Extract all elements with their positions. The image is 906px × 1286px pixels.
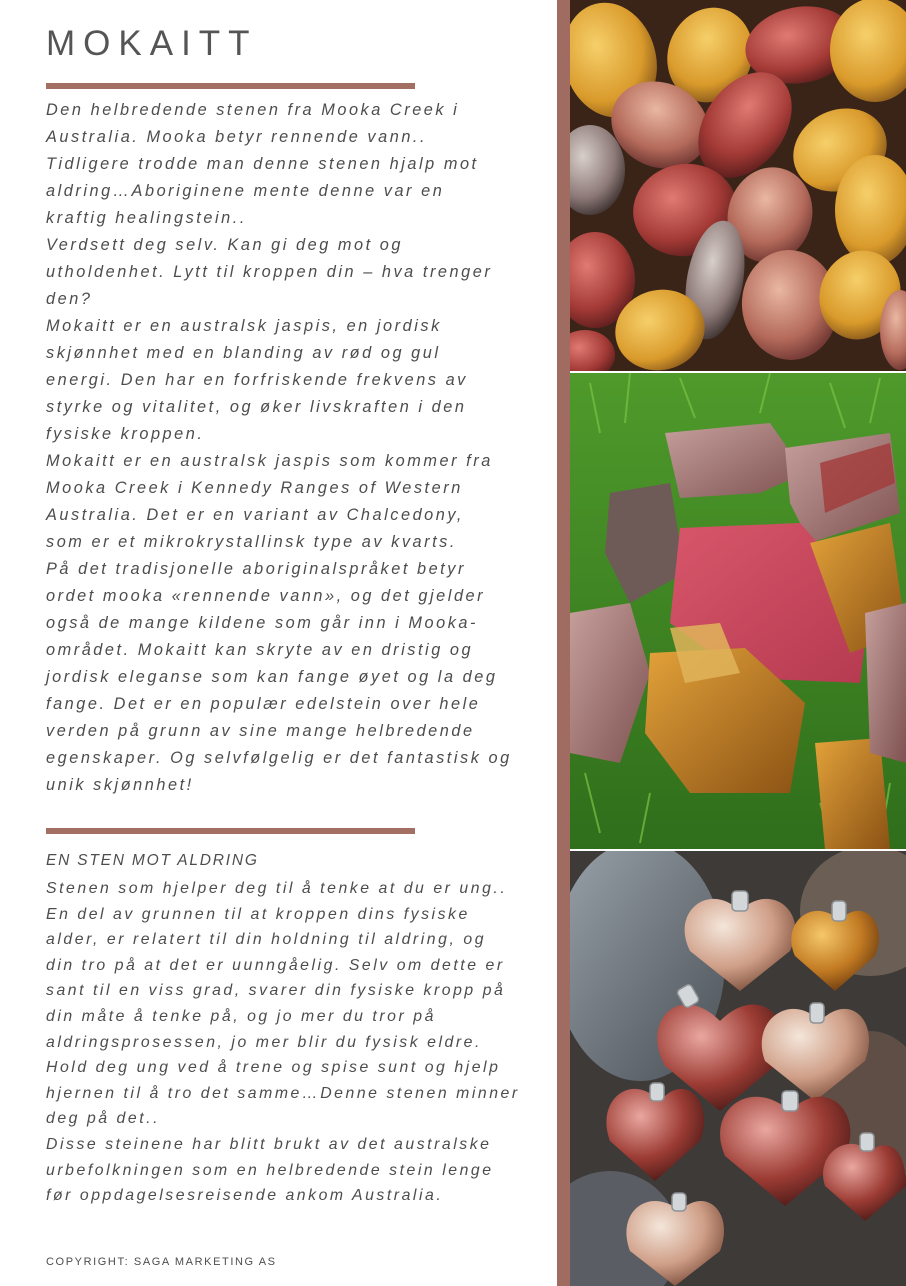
intro-line: kraftig healingstein.. <box>46 209 247 227</box>
page-title: MOKAITT <box>46 24 258 63</box>
intro-line: energi. Den har en forfriskende frekvens av <box>46 371 468 389</box>
intro-line: som er et mikrokrystallinsk type av kvarts. <box>46 533 457 551</box>
intro-line: styrke og vitalitet, og øker livskraften i den <box>46 398 467 416</box>
section-line: aldringsprosessen, jo mer blir du fysisk eldre. <box>46 1033 482 1051</box>
section-line: Disse steinene har blitt brukt av det australske <box>46 1135 492 1153</box>
intro-line: fange. Det er en populær edelstein over hele <box>46 695 481 713</box>
section-line: Hold deg ung ved å trene og spise sunt og hjelp <box>46 1059 501 1077</box>
intro-text <box>46 97 552 799</box>
section-line: din tro på at det er uunngåelig. Selv om dette er <box>46 956 505 974</box>
section-line: Stenen som hjelper deg til å tenke at du er ung.. <box>46 880 508 897</box>
section-line: hjernen til å tro det samme…Denne stenen minner <box>46 1084 520 1102</box>
intro-line: den? <box>46 290 93 308</box>
section-heading: EN STEN MOT ALDRING <box>46 852 259 869</box>
section-line: før oppdagelsesreisende ankom Australia. <box>46 1187 444 1205</box>
heart-pendants-photo <box>570 851 906 1286</box>
intro-line: Den helbredende stenen fra Mooka Creek i <box>46 101 460 119</box>
copyright-notice: COPYRIGHT: SAGA MARKETING AS <box>46 1256 277 1268</box>
section-line: En del av grunnen til at kroppen dins fysiske <box>46 905 470 923</box>
intro-line: Verdsett deg selv. Kan gi deg mot og <box>46 236 403 254</box>
intro-line: egenskaper. Og selvfølgelig er det fantastisk og <box>46 749 512 767</box>
rough-stones-photo <box>570 373 906 849</box>
intro-line: Australia. Det er en variant av Chalcedony, <box>46 506 464 524</box>
title-rule <box>46 83 415 89</box>
intro-line: verden på grunn av sine mange helbredende <box>46 722 475 740</box>
intro-line: Australia. Mooka betyr rennende vann.. <box>46 128 428 146</box>
intro-line: Mooka Creek i Kennedy Ranges of Western <box>46 479 463 497</box>
section-line: alder, er relatert til din holdning til aldring, og <box>46 931 487 949</box>
intro-line: Tidligere trodde man denne stenen hjalp mot <box>46 155 479 173</box>
intro-line: også de mange kildene som går inn i Mooka- <box>46 614 479 632</box>
intro-line: unik skjønnhet! <box>46 776 194 794</box>
intro-line: Mokaitt er en australsk jaspis som kommer fra <box>46 452 493 470</box>
intro-line: ordet mooka «rennende vann», og det gjelder <box>46 587 486 605</box>
section-line: deg på det.. <box>46 1110 161 1128</box>
intro-line: aldring…Aboriginene mente denne var en <box>46 182 445 200</box>
section-line: sant til en viss grad, svarer din fysiske kropp på <box>46 982 506 1000</box>
section-text <box>46 876 552 1209</box>
intro-line: utholdenhet. Lytt til kroppen din – hva trenger <box>46 263 493 281</box>
section-rule <box>46 828 415 834</box>
intro-line: fysiske kroppen. <box>46 425 205 443</box>
vertical-divider <box>557 0 570 1286</box>
intro-line: På det tradisjonelle aboriginalspråket betyr <box>46 560 466 578</box>
intro-line: jordisk eleganse som kan fange øyet og la deg <box>46 668 498 686</box>
intro-line: området. Mokaitt kan skryte av en dristig og <box>46 641 474 659</box>
tumbled-stones-photo <box>570 0 906 371</box>
intro-line: skjønnhet med en blanding av rød og gul <box>46 344 441 362</box>
section-line: urbefolkningen som en helbredende stein lenge <box>46 1161 494 1179</box>
section-line: din måte å tenke på, og jo mer du tror på <box>46 1007 436 1025</box>
intro-line: Mokaitt er en australsk jaspis, en jordisk <box>46 317 442 335</box>
